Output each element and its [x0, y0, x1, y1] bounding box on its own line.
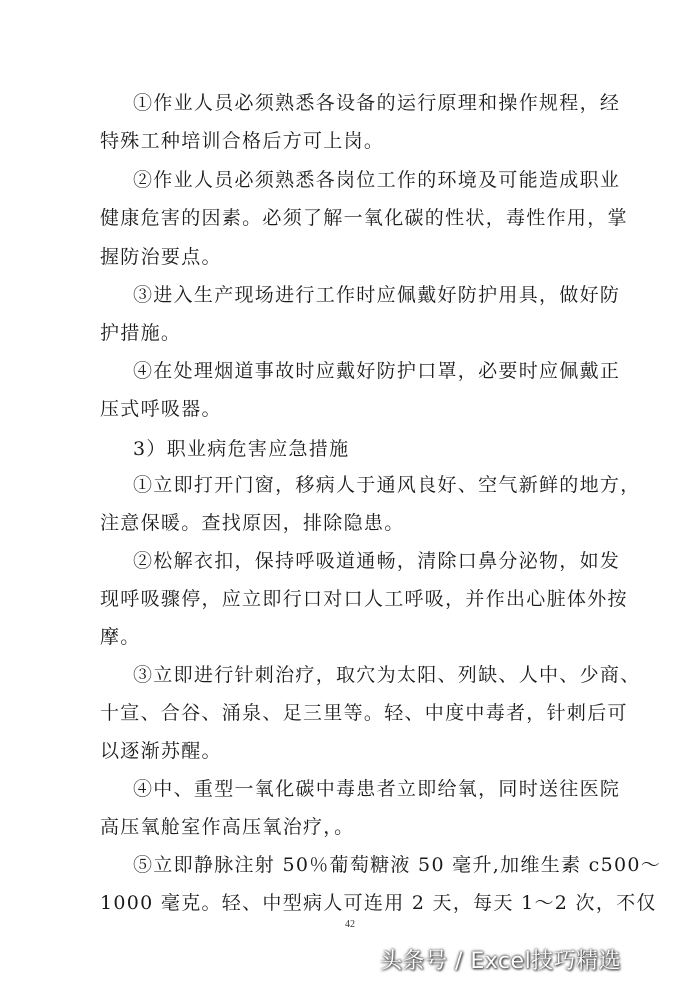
text-line: 以逐渐苏醒。 [100, 740, 222, 762]
text-line: ①立即打开门窗，移病人于通风良好、空气新鲜的地方， [133, 474, 641, 496]
watermark: 头条号 / Excel技巧精选 [380, 949, 622, 974]
text-line: 特殊工种培训合格后方可上岗。 [100, 130, 385, 152]
text-line: ④中、重型一氧化碳中毒患者立即给氧，同时送往医院 [133, 778, 621, 800]
text-line: ③进入生产现场进行工作时应佩戴好防护用具，做好防 [133, 284, 621, 306]
text-line: 十宣、合谷、涌泉、足三里等。轻、中度中毒者，针刺后可 [100, 702, 628, 724]
text-line: 3）职业病危害应急措施 [133, 438, 350, 460]
text-line: 注意保暖。查找原因，排除隐患。 [100, 512, 405, 534]
text-line: ①作业人员必须熟悉各设备的运行原理和操作规程，经 [133, 92, 621, 114]
text-line: ②松解衣扣，保持呼吸道通畅，清除口鼻分泌物，如发 [133, 550, 621, 572]
text-line: 护措施。 [100, 322, 182, 344]
text-line: ②作业人员必须熟悉各岗位工作的环境及可能造成职业 [133, 169, 621, 191]
page-number: 42 [345, 919, 355, 930]
text-line: ⑤立即静脉注射 50％葡萄糖液 50 毫升,加维生素 c500～ [133, 854, 662, 876]
text-line: 摩。 [100, 626, 141, 648]
text-line: 现呼吸骤停，应立即行口对口人工呼吸，并作出心脏体外按 [100, 588, 628, 610]
text-line: 握防治要点。 [100, 246, 222, 268]
text-line: 高压氧舱室作高压氧治疗，。 [100, 816, 355, 838]
text-line: ③立即进行针刺治疗，取穴为太阳、列缺、人中、少商、 [133, 664, 641, 686]
text-line: 压式呼吸器。 [100, 398, 222, 420]
text-line: ④在处理烟道事故时应戴好防护口罩，必要时应佩戴正 [133, 360, 621, 382]
text-line: 1000 毫克。轻、中型病人可连用 2 天，每天 1～2 次，不仅 [100, 892, 657, 914]
text-line: 健康危害的因素。必须了解一氧化碳的性状，毒性作用，掌 [100, 207, 628, 229]
